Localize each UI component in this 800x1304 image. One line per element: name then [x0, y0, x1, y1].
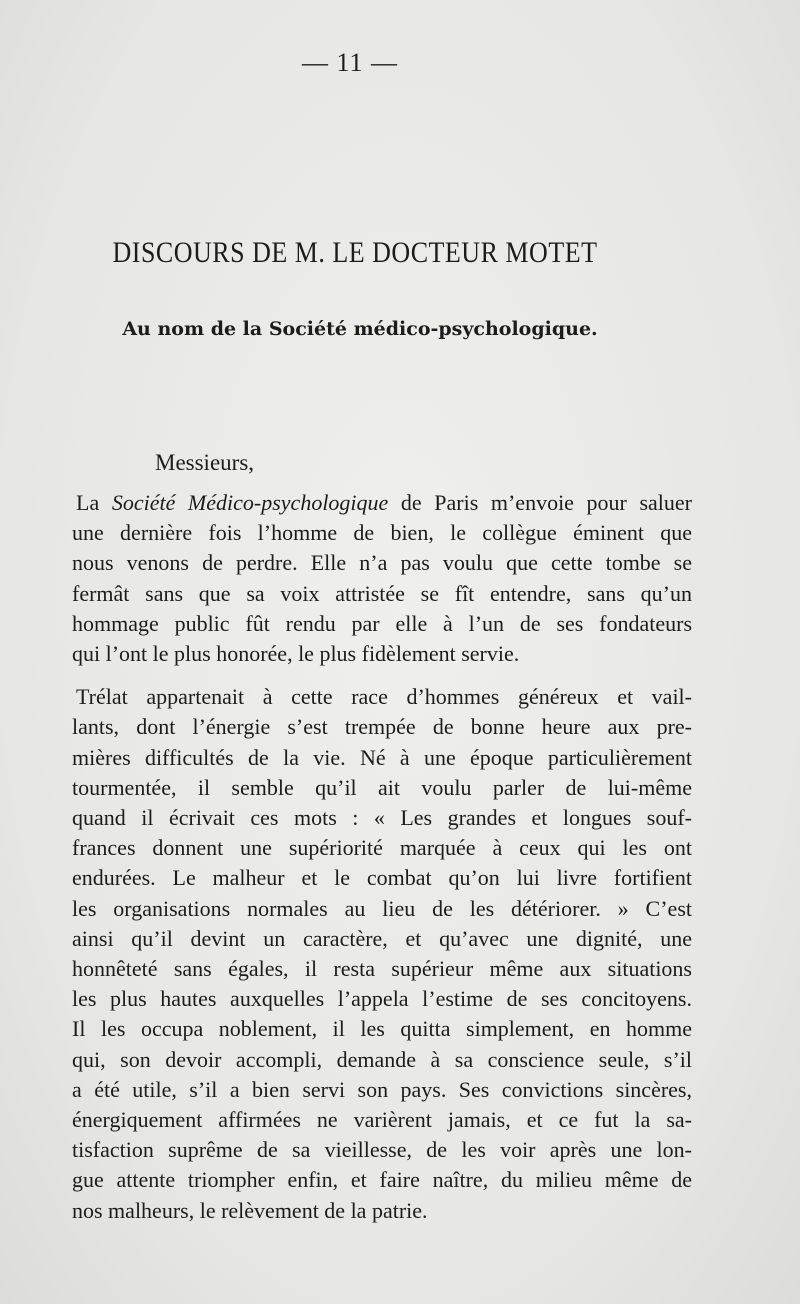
- paragraph-2-line: lants, dont l’énergie s’est trempée de bonne heure aux pre-: [72, 714, 692, 740]
- paragraph-2-line: tourmentée, il semble qu’il ait voulu parler de lui-même: [72, 774, 692, 800]
- paragraph-1: [72, 488, 692, 669]
- paragraph-1-line: hommage public fût rendu par elle à l’un de ses fondateurs: [72, 610, 692, 636]
- society-name-italic: Société Médico-psychologique: [111, 490, 389, 515]
- paragraph-2-line: les plus hautes auxquelles l’appela l’estime de ses concitoyens.: [72, 986, 692, 1012]
- paragraph-2-line: nos malheurs, le relèvement de la patrie.: [72, 1197, 428, 1223]
- page-number: — 11 —: [301, 48, 399, 77]
- paragraph-2-line: Trélat appartenait à cette race d’hommes généreux et vail-: [76, 684, 692, 710]
- paragraph-2-line: qui, son devoir accompli, demande à sa conscience seule, s’il: [72, 1046, 692, 1072]
- paragraph-2-line: honnêteté sans égales, il resta supérieur même aux situations: [72, 956, 692, 982]
- page-subtitle: Au nom de la Société médico-psychologique.: [122, 318, 598, 340]
- paragraph-1-line: fermât sans que sa voix attristée se fît entendre, sans qu’un: [72, 580, 692, 606]
- paragraph-2-line: les organisations normales au lieu de les détériorer. » C’est: [72, 895, 692, 921]
- paragraph-2-line: Il les occupa noblement, il les quitta simplement, en homme: [72, 1016, 692, 1042]
- paragraph-2-line: endurées. Le malheur et le combat qu’on lui livre fortifient: [72, 865, 692, 891]
- paragraph-2-line: ainsi qu’il devint un caractère, et qu’avec une dignité, une: [72, 925, 692, 951]
- paragraph-1-line: nous venons de perdre. Elle n’a pas voulu que cette tombe se: [72, 550, 692, 576]
- line-prefix: La: [76, 490, 112, 515]
- paragraph-2-line: gue attente triompher enfin, et faire naître, du milieu même de: [72, 1167, 692, 1193]
- paragraph-2-line: a été utile, s’il a bien servi son pays. Ses convictions sincères,: [72, 1076, 692, 1102]
- line-suffix: de Paris m’envoie pour saluer: [388, 490, 693, 515]
- paragraph-1-line-1: [72, 488, 692, 518]
- paragraph-2-line: frances donnent une supériorité marquée à ceux qui les ont: [72, 835, 692, 861]
- page-title: DISCOURS DE M. LE DOCTEUR MOTET: [112, 235, 598, 270]
- paragraph-1-line: une dernière fois l’homme de bien, le collègue éminent que: [72, 520, 692, 546]
- paragraph-2-line: quand il écrivait ces mots : « Les grandes et longues souf-: [72, 805, 692, 831]
- paragraph-2-line: énergiquement affirmées ne varièrent jamais, et ce fut la sa-: [72, 1107, 692, 1133]
- paragraph-2-line: tisfaction suprême de sa vieillesse, de les voir après une lon-: [72, 1137, 692, 1163]
- paragraph-1-line: qui l’ont le plus honorée, le plus fidèlement servie.: [72, 641, 520, 667]
- paragraph-2: [72, 682, 692, 1226]
- body-text: [72, 488, 692, 1239]
- paragraph-2-line: mières difficultés de la vie. Né à une époque particulièrement: [72, 744, 692, 770]
- salutation: Messieurs,: [155, 450, 255, 475]
